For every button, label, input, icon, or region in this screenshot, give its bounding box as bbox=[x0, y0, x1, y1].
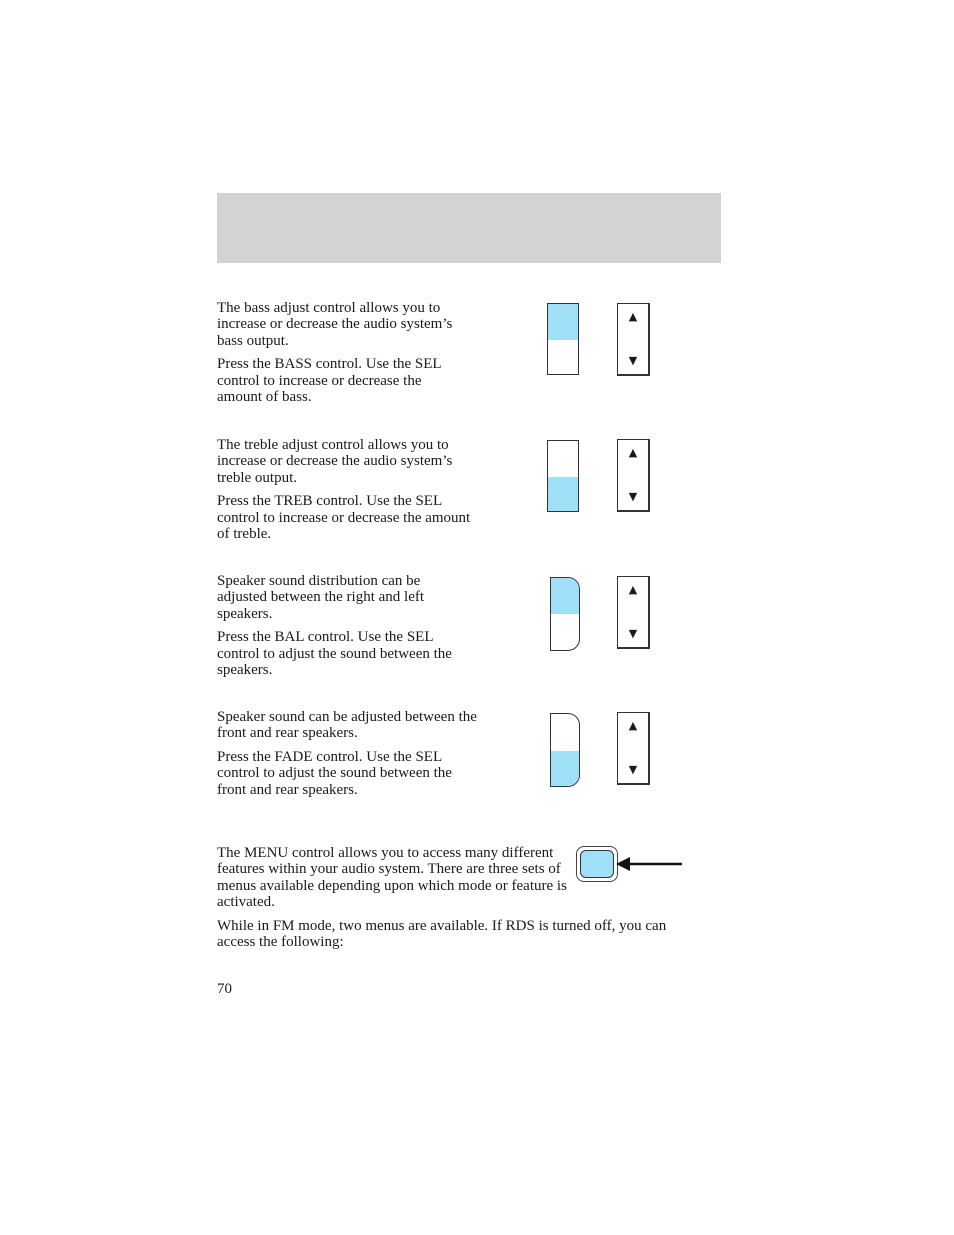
menu-description: The MENU control allows you to access many different features within your audio system. There are three sets of menus available depending upon which mode or feature is activated. bbox=[217, 845, 567, 911]
balance-description: Speaker sound distribution can be adjusted between the right and left speakers. bbox=[217, 573, 425, 622]
header-band bbox=[217, 193, 721, 263]
bass-section bbox=[217, 300, 487, 412]
fade-updown-graphic bbox=[617, 712, 650, 785]
menu-fm-note: While in FM mode, two menus are available. If RDS is turned off, you can access the following: bbox=[217, 917, 667, 951]
menu-button-graphic bbox=[576, 846, 618, 882]
fade-instructions: Press the FADE control. Use the SEL control to adjust the sound between the front and rear speakers. bbox=[217, 748, 452, 798]
bass-instructions: Press the BASS control. Use the SEL control to increase or decrease the amount of bass. bbox=[217, 356, 442, 406]
treble-updown-graphic bbox=[617, 439, 650, 512]
bass-level-graphic bbox=[547, 303, 579, 375]
bass-description: The bass adjust control allows you to increase or decrease the audio system’s bass output. bbox=[217, 300, 453, 349]
fade-description: Speaker sound can be adjusted between the front and rear speakers. bbox=[217, 709, 477, 742]
down-arrow-icon: ▼ bbox=[628, 627, 638, 640]
treble-level-graphic bbox=[547, 440, 579, 512]
balance-knob-graphic bbox=[550, 577, 580, 651]
down-arrow-icon: ▼ bbox=[628, 763, 638, 776]
treble-level-fill bbox=[548, 477, 578, 512]
balance-instructions: Press the BAL control. Use the SEL control to adjust the sound between the speakers. bbox=[217, 629, 452, 679]
fade-level-fill bbox=[551, 751, 579, 787]
down-arrow-icon: ▼ bbox=[628, 490, 638, 503]
menu-button-face bbox=[580, 850, 614, 878]
treble-description: The treble adjust control allows you to increase or decrease the audio system’s treble output. bbox=[217, 437, 453, 486]
pointer-arrow-icon bbox=[614, 854, 684, 874]
up-arrow-icon: ▲ bbox=[628, 446, 638, 459]
balance-updown-graphic bbox=[617, 576, 650, 649]
bass-level-fill bbox=[548, 304, 578, 340]
up-arrow-icon: ▲ bbox=[628, 719, 638, 732]
balance-level-fill bbox=[551, 578, 579, 614]
fade-knob-graphic bbox=[550, 713, 580, 787]
up-arrow-icon: ▲ bbox=[628, 310, 638, 323]
page-number: 70 bbox=[217, 981, 232, 997]
bass-updown-graphic bbox=[617, 303, 650, 376]
treble-section bbox=[217, 437, 487, 549]
treble-instructions: Press the TREB control. Use the SEL control to increase or decrease the amount of treble. bbox=[217, 493, 471, 543]
balance-section bbox=[217, 573, 487, 685]
up-arrow-icon: ▲ bbox=[628, 583, 638, 596]
down-arrow-icon: ▼ bbox=[628, 354, 638, 367]
menu-description-wrap bbox=[217, 845, 577, 911]
fade-section bbox=[217, 709, 487, 805]
